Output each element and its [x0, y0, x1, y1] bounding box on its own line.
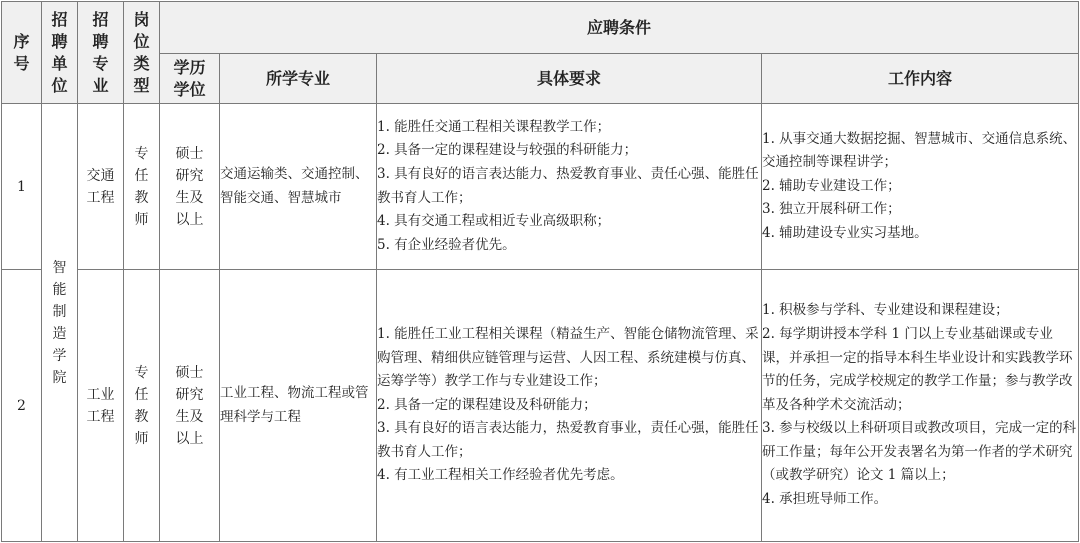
duty-item: 4. 辅助建设专业实习基地。	[762, 224, 928, 241]
duty-item: 3. 参与校级以上科研项目或教改项目，完成一定的科研工作量；每年公开发表署名为第一作者的学术研究（或教学研究）论文 1 篇以上；	[762, 420, 1077, 484]
requirement-item: 4. 有工业工程相关工作经验者优先考虑。	[377, 467, 624, 484]
duty-item: 2. 辅助专业建设工作；	[762, 177, 901, 194]
row-degree: 硕士研究生及以上	[160, 270, 220, 542]
recruitment-table	[1, 1, 1079, 542]
duty-item: 3. 独立开展科研工作；	[762, 201, 901, 218]
requirement-item: 3. 具有良好的语言表达能力，热爱教育事业，责任心强，能胜任教书育人工作；	[377, 420, 759, 460]
header-field: 所学专业	[220, 54, 377, 104]
row-post-type: 专任教师	[124, 104, 160, 270]
header-degree: 学历学位	[160, 54, 220, 104]
row-seq: 2	[2, 270, 42, 542]
row-duties	[762, 104, 1079, 270]
row-field: 交通运输类、交通控制、智能交通、智慧城市	[220, 104, 377, 270]
requirement-item: 3. 具有良好的语言表达能力、热爱教育事业、责任心强、能胜任教书育人工作；	[377, 165, 759, 206]
table-row	[2, 270, 1079, 542]
requirement-item: 2. 具备一定的课程建设与较强的科研能力；	[377, 142, 638, 159]
requirement-item: 1. 能胜任工业工程相关课程（精益生产、智能仓储物流管理、采购管理、精细供应链管理与运营、人因工程、系统建模与仿真、运筹学等）教学工作与专业建设工作；	[377, 325, 759, 390]
row-major: 交通工程	[78, 104, 124, 270]
row-requirements	[377, 104, 762, 270]
row-degree: 硕士研究生及以上	[160, 104, 220, 270]
header-row-1	[2, 2, 1079, 54]
duty-item: 4. 承担班导师工作。	[762, 491, 888, 508]
header-duties: 工作内容	[762, 54, 1079, 104]
row-post-type: 专任教师	[124, 270, 160, 542]
requirement-item: 2. 具备一定的课程建设及科研能力；	[377, 396, 597, 413]
row-requirements	[377, 270, 762, 542]
header-seq: 序号	[2, 2, 42, 104]
row-duties	[762, 270, 1079, 542]
unit-cell: 智能制造学院	[42, 104, 78, 542]
row-seq: 1	[2, 104, 42, 270]
row-major: 工业工程	[78, 270, 124, 542]
header-major: 招聘专业	[78, 2, 124, 104]
requirement-item: 1. 能胜任交通工程相关课程教学工作；	[377, 118, 611, 135]
duty-item: 2. 每学期讲授本学科 1 门以上专业基础课或专业课，并承担一定的指导本科生毕业设计和实践教学环节的任务，完成学校规定的教学工作量；参与教学改革及各种学术交流活动；	[762, 325, 1073, 413]
header-row-2	[2, 54, 1079, 104]
header-post-type: 岗位类型	[124, 2, 160, 104]
header-requirements: 具体要求	[377, 54, 762, 104]
row-field: 工业工程、物流工程或管理科学与工程	[220, 270, 377, 542]
duty-item: 1. 从事交通大数据挖掘、智慧城市、交通信息系统、交通控制等课程讲学；	[762, 130, 1077, 171]
duty-item: 1. 积极参与学科、专业建设和课程建设；	[762, 302, 1009, 319]
requirement-item: 5. 有企业经验者优先。	[377, 236, 516, 253]
header-conditions: 应聘条件	[160, 2, 1079, 54]
header-unit: 招聘单位	[42, 2, 78, 104]
requirement-item: 4. 具有交通工程或相近专业高级职称；	[377, 213, 611, 230]
table-row	[2, 104, 1079, 270]
